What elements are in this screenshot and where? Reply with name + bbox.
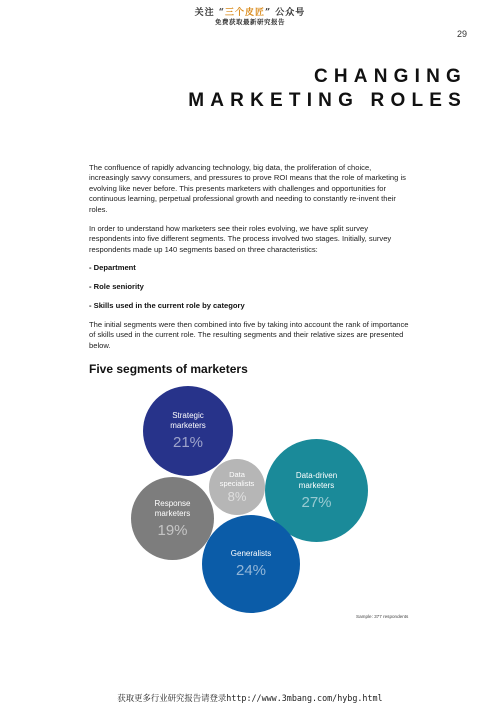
segment-label: specialists bbox=[219, 479, 255, 488]
segment-bubble-generalists bbox=[202, 515, 300, 613]
page-title-line2: MARKETING ROLES bbox=[188, 90, 467, 111]
segment-percent: 8% bbox=[227, 489, 247, 504]
segment-percent: 21% bbox=[172, 434, 204, 451]
segment-label: Data-driven bbox=[295, 470, 338, 480]
segment-percent: 19% bbox=[157, 521, 188, 539]
segments-paragraph: The initial segments were then combined into five by taking into account the rank of importance of skills used in the current role. The resulting segments and their relative sizes are presented below. bbox=[89, 320, 409, 350]
method-paragraph: In order to understand how marketers see their roles evolving, we have split survey respondents into five different segments. The process involved two stages. Initially, survey respondents made up 140 segments based on three characteristics: bbox=[89, 224, 392, 254]
segment-bubble-data-specialists bbox=[209, 459, 265, 515]
page-number: 29 bbox=[456, 29, 467, 39]
watermark-suffix: ” 公众号 bbox=[265, 8, 306, 18]
watermark-highlight: 三个皮匠 bbox=[224, 8, 265, 18]
watermark-subtitle: 免费获取最新研究报告 bbox=[215, 18, 285, 26]
intro-paragraph: The confluence of rapidly advancing technology, big data, the proliferation of choice, increasingly savvy consumers, and pressures to prove ROI means that the role of marketing is evolving like never before. This presents marketers with challenges and opportunities for continuous learning, perpetual professional growth and needing to constantly re-invent their roles. bbox=[89, 163, 406, 214]
segment-label: Strategic bbox=[172, 411, 204, 420]
segment-label: marketers bbox=[298, 480, 335, 490]
bullet-department: - Department bbox=[89, 263, 136, 272]
segment-percent: 24% bbox=[235, 562, 267, 579]
segment-percent: 27% bbox=[301, 493, 332, 511]
sample-note: Sample: 377 respondents bbox=[356, 614, 409, 619]
segment-label: Generalists bbox=[230, 549, 272, 558]
segment-label: marketers bbox=[170, 421, 206, 430]
section-heading: Five segments of marketers bbox=[89, 362, 248, 376]
bullet-role-seniority: - Role seniority bbox=[89, 282, 144, 291]
segment-label: marketers bbox=[154, 508, 191, 518]
segment-label: Data bbox=[229, 470, 245, 479]
watermark-prefix: 关注 “ bbox=[194, 8, 225, 18]
segment-bubble-response bbox=[131, 477, 214, 560]
segment-label: Response bbox=[154, 498, 191, 508]
segment-bubble-strategic bbox=[143, 386, 233, 476]
page-title-line1: CHANGING bbox=[313, 66, 467, 87]
bullet-skills: - Skills used in the current role by category bbox=[89, 301, 245, 310]
watermark-bottom: 获取更多行业研究报告请登录http://www.3mbang.com/hybg.html bbox=[117, 693, 383, 703]
